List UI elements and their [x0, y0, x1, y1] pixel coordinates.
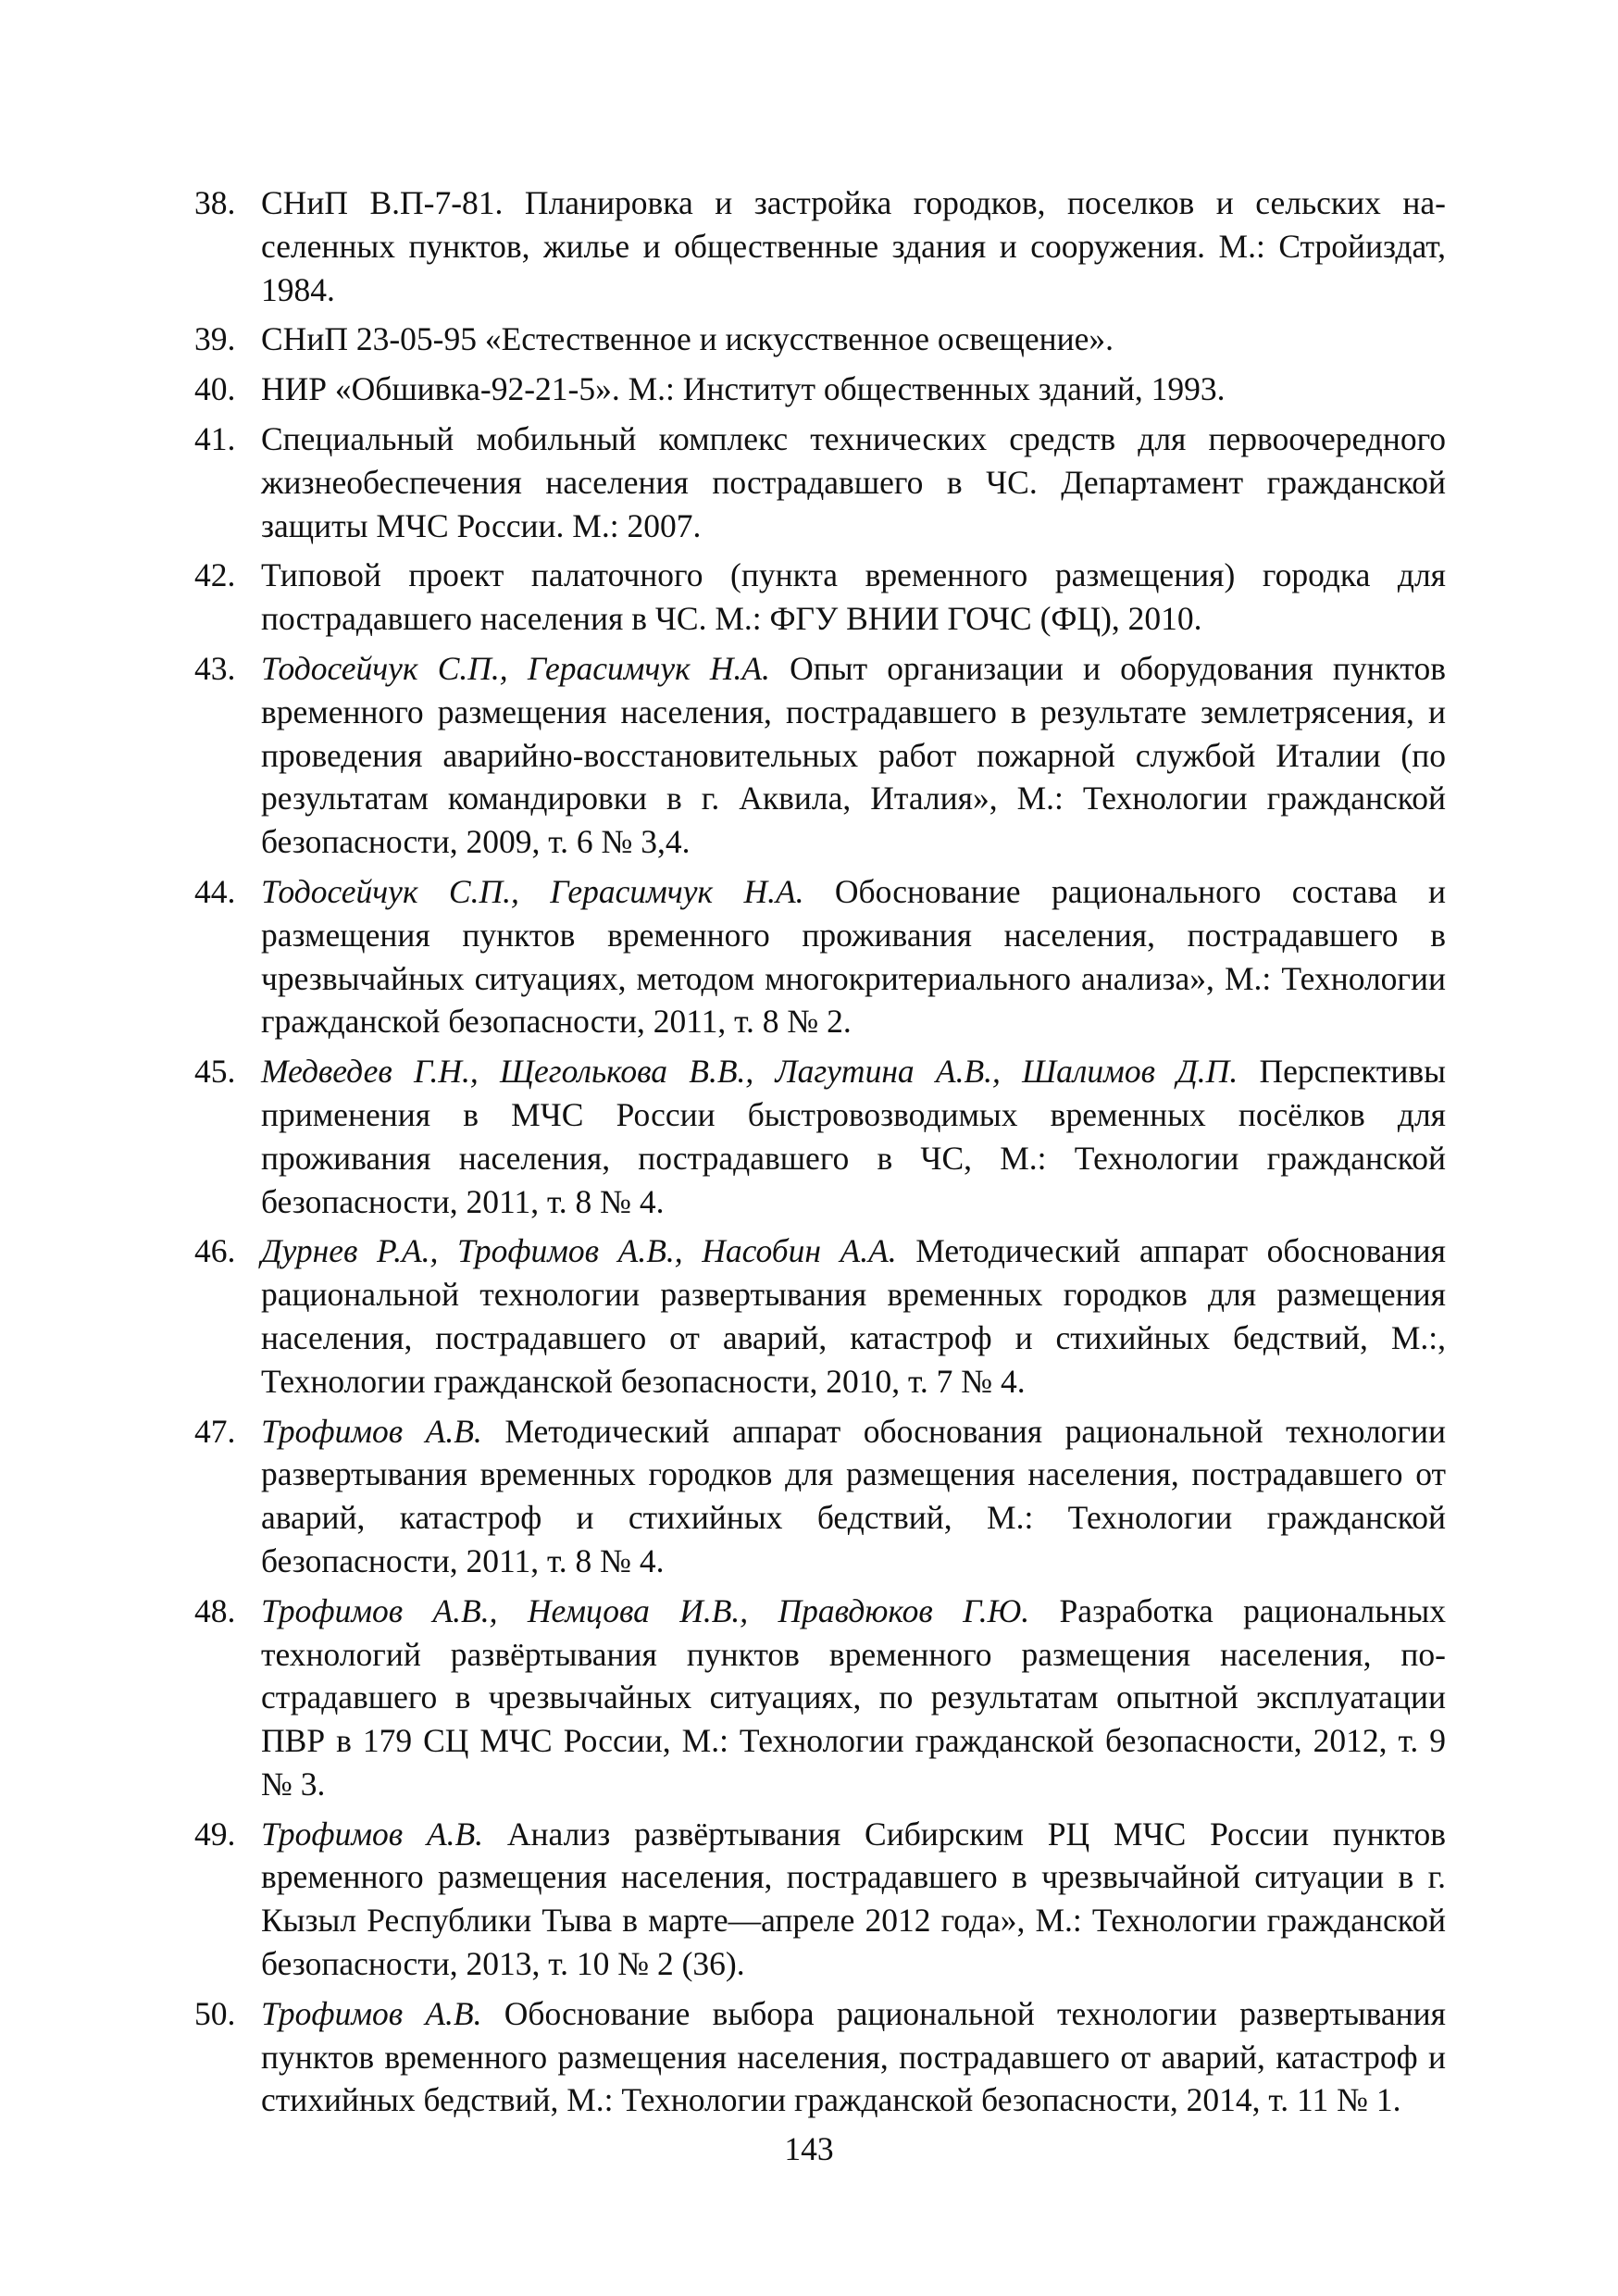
reference-number: 39. — [194, 320, 236, 358]
reference-text: Опыт организации и оборудования пунктов временного размещения населения, пострадавшего в результате землетрясения, и проведения аварийно-восстановительных работ пожарной службой Италии (по результатам командировки в г. Аквила, Италия», М.: Технологии гражданской безопасности, 2009, т. 6 № 3,4. — [261, 649, 1446, 861]
reference-item — [194, 1229, 1446, 1403]
reference-authors: Дурнев Р.А., Трофимов А.В., Насобин А.А. — [261, 1232, 897, 1270]
reference-text: НИР «Обшивка-92-21-5». М.: Институт общественных зданий, 1993. — [261, 370, 1226, 408]
reference-number: 48. — [194, 1591, 236, 1629]
reference-number: 50. — [194, 1994, 236, 2032]
reference-list — [194, 181, 1446, 2128]
reference-text: Обоснование выбора рациональной технологии развертывания пунктов временного размещения населения, пострадавшего от аварий, катастроф и стихийных бедствий, М.: Технологии гражданской безопасности, 2014, т. 11 № 1. — [261, 1994, 1446, 2119]
reference-item — [194, 1590, 1446, 1806]
reference-number: 49. — [194, 1815, 236, 1853]
reference-authors: Тодосейчук С.П., Герасимчук Н.А. — [261, 872, 804, 910]
reference-item — [194, 1410, 1446, 1583]
reference-text: СНиП В.П-7-81. Планировка и застройка городков, поселков и сельских населенных пунктов, жилье и общественные здания и сооружения. М.: Стройиздат, 1984. — [261, 184, 1446, 308]
reference-item — [194, 870, 1446, 1043]
reference-text: Разработка рациональных технологий развёртывания пунктов временного размещения населения, пострадавшего в чрезвычайных ситуациях, по результатам опытной эксплуатации ПВР в 179 СЦ МЧС России, М.: Технологии гражданской безопасности, 2012, т. 9 № 3. — [261, 1591, 1446, 1803]
reference-item — [194, 647, 1446, 864]
reference-number: 46. — [194, 1232, 236, 1270]
reference-number: 44. — [194, 872, 236, 910]
reference-number: 38. — [194, 184, 236, 221]
reference-authors: Трофимов А.В. — [261, 1412, 482, 1450]
reference-authors: Трофимов А.В., Немцова И.В., Правдюков Г.Ю. — [261, 1591, 1030, 1629]
reference-item — [194, 418, 1446, 547]
reference-number: 41. — [194, 419, 236, 457]
reference-text: Обоснование рационального состава и размещения пунктов временного проживания населения, пострадавшего в чрезвычайных ситуациях, методом многокритериального анализа», М.: Технологии гражданской безопасности, 2011, т. 8 № 2. — [261, 872, 1446, 1041]
reference-number: 40. — [194, 370, 236, 408]
reference-authors: Медведев Г.Н., Щеголькова В.В., Лагутина А.В., Шалимов Д.П. — [261, 1053, 1238, 1091]
reference-text: СНиП 23-05-95 «Естественное и искусственное освещение». — [261, 320, 1114, 358]
reference-item — [194, 554, 1446, 641]
reference-item — [194, 1992, 1446, 2122]
reference-number: 42. — [194, 556, 236, 594]
reference-text: Методический аппарат обоснования рациональной технологии развертывания временных городков для размещения населения, пострадавшего от аварий, катастроф и стихийных бедствий, М.:, Технологии гражданской безопасности, 2010, т. 7 № 4. — [261, 1232, 1446, 1400]
reference-item — [194, 368, 1446, 411]
reference-text: Типовой проект палаточного (пункта временного размещения) городка для пострадавшего населения в ЧС. М.: ФГУ ВНИИ ГОЧС (ФЦ), 2010. — [261, 556, 1446, 638]
reference-authors: Тодосейчук С.П., Герасимчук Н.А. — [261, 649, 770, 687]
page-number: 143 — [784, 2130, 834, 2167]
reference-number: 47. — [194, 1412, 236, 1450]
reference-text: Методический аппарат обоснования рациональной технологии развертывания временных городков для размещения населения, пострадавшего от аварий, катастроф и стихийных бедствий, М.: Технологии гражданской безопасности, 2011, т. 8 № 4. — [261, 1412, 1446, 1579]
reference-text: Специальный мобильный комплекс технических средств для первоочередного жизнеобеспечения населения пострадавшего в ЧС. Департамент гражданской защиты МЧС России. М.: 2007. — [261, 419, 1446, 544]
reference-number: 43. — [194, 649, 236, 687]
reference-item — [194, 181, 1446, 311]
reference-authors: Трофимов А.В. — [261, 1994, 482, 2032]
reference-authors: Трофимов А.В. — [261, 1815, 484, 1853]
reference-text: Анализ развёртывания Сибирским РЦ МЧС России пунктов временного размещения населения, пострадавшего в чрезвычайной ситуации в г. Кызыл Республики Тыва в марте—апреле 2012 года», М.: Технологии гражданской безопасности, 2013, т. 10 № 2 (36). — [261, 1815, 1446, 1983]
reference-text: Перспективы применения в МЧС России быстровозводимых временных посёлков для проживания населения, пострадавшего в ЧС, М.: Технологии гражданской безопасности, 2011, т. 8 № 4. — [261, 1053, 1447, 1220]
reference-item — [194, 1813, 1446, 1986]
reference-number: 45. — [194, 1053, 236, 1091]
reference-item — [194, 318, 1446, 361]
reference-item — [194, 1050, 1446, 1223]
